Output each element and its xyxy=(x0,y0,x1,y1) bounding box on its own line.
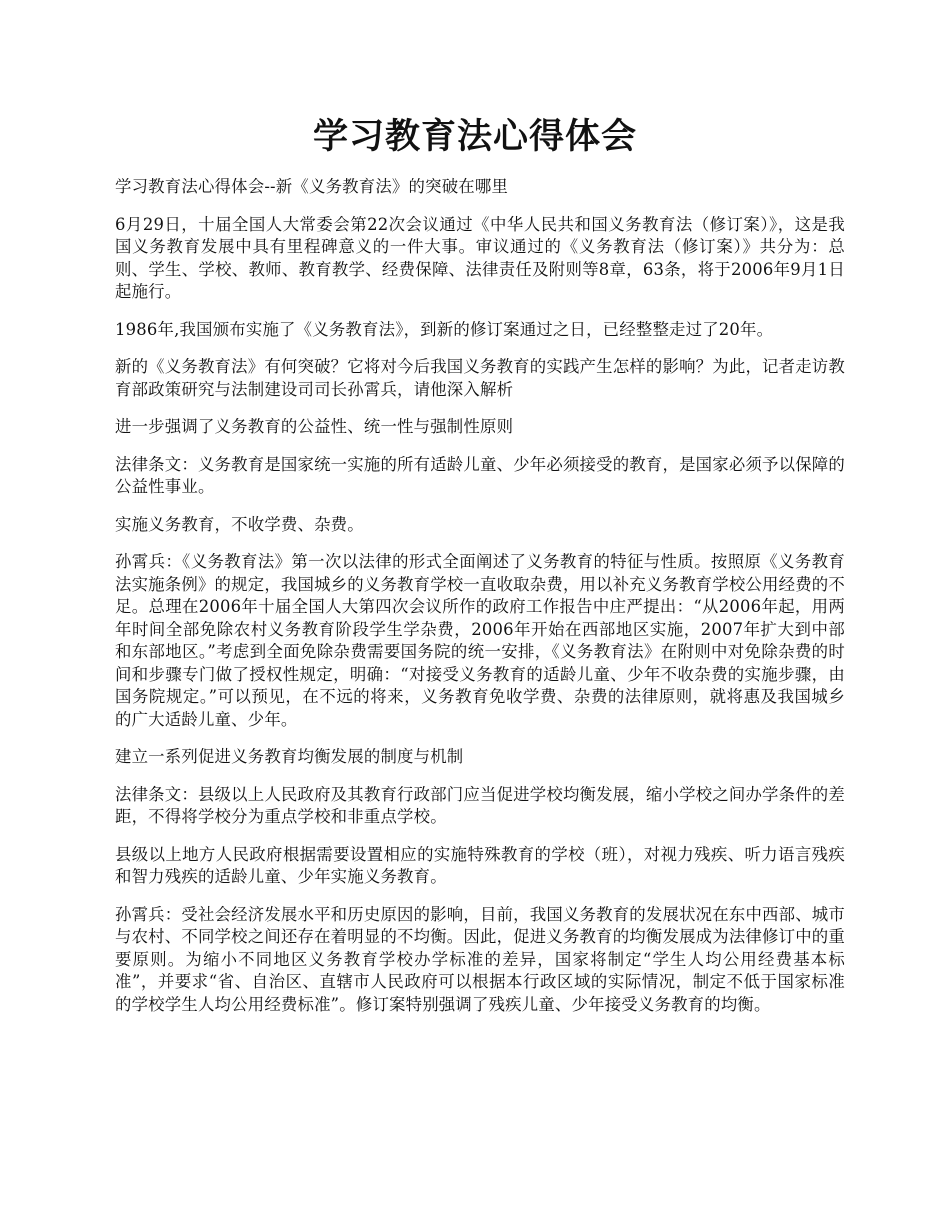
paragraph: 县级以上地方人民政府根据需要设置相应的实施特殊教育的学校（班），对视力残疾、听力语言残疾和智力残疾的适龄儿童、少年实施义务教育。 xyxy=(115,844,845,886)
paragraph-subtitle: 学习教育法心得体会--新《义务教育法》的突破在哪里 xyxy=(115,177,509,196)
paragraph: 法律条文：义务教育是国家统一实施的所有适龄儿童、少年必须接受的教育，是国家必须予以保障的公益性事业。 xyxy=(115,454,845,496)
paragraph: 孙霄兵：《义务教育法》第一次以法律的形式全面阐述了义务教育的特征与性质。按照原《义务教育法实施条例》的规定，我国城乡的义务教育学校一直收取杂费，用以补充义务教育学校公用经费的不足。总理在2006年十届全国人大第四次会议所作的政府工作报告中庄严提出：“从2006年起，用两年时间全部免除农村义务教育阶段学生学杂费，2006年开始在西部地区实施，2007年扩大到中部和东部地区。”考虑到全面免除杂费需要国务院的统一安排，《义务教育法》在附则中对免除杂费的时间和步骤专门做了授权性规定，明确：“对接受义务教育的适龄儿童、少年不收杂费的实施步骤，由国务院规定。”可以预见，在不远的将来，义务教育免收学费、杂费的法律原则，就将惠及我国城乡的广大适龄儿童、少年。 xyxy=(115,552,845,729)
paragraph: 实施义务教育，不收学费、杂费。 xyxy=(115,514,364,534)
document-title: 学习教育法心得体会 xyxy=(312,117,637,157)
section-heading: 进一步强调了义务教育的公益性、统一性与强制性原则 xyxy=(115,417,514,436)
paragraph: 1986年,我国颁布实施了《义务教育法》，到新的修订案通过之日，已经整整走过了20年。 xyxy=(115,319,774,339)
paragraph: 新的《义务教育法》有何突破？它将对今后我国义务教育的实践产生怎样的影响？为此，记者走访教育部政策研究与法制建设司司长孙霄兵，请他深入解析 xyxy=(115,357,845,399)
paragraph: 法律条文：县级以上人民政府及其教育行政部门应当促进学校均衡发展，缩小学校之间办学条件的差距，不得将学校分为重点学校和非重点学校。 xyxy=(115,784,845,826)
section-heading: 建立一系列促进义务教育均衡发展的制度与机制 xyxy=(115,747,464,766)
document-body xyxy=(115,176,845,1031)
paragraph: 孙霄兵：受社会经济发展水平和历史原因的影响，目前，我国义务教育的发展状况在东中西部、城市与农村、不同学校之间还存在着明显的不均衡。因此，促进义务教育的均衡发展成为法律修订中的重要原则。为缩小不同地区义务教育学校办学标准的差异，国家将制定“学生人均公用经费基本标准”，并要求“省、自治区、直辖市人民政府可以根据本行政区域的实际情况，制定不低于国家标准的学校学生人均公用经费标准”。修订案特别强调了残疾儿童、少年接受义务教育的均衡。 xyxy=(115,904,845,1014)
paragraph: 6月29日，十届全国人大常委会第22次会议通过《中华人民共和国义务教育法（修订案）》，这是我国义务教育发展中具有里程碑意义的一件大事。审议通过的《义务教育法（修订案）》共分为：总则、学生、学校、教师、教育教学、经费保障、法律责任及附则等8章，63条，将于2006年9月1日起施行。 xyxy=(115,214,845,301)
